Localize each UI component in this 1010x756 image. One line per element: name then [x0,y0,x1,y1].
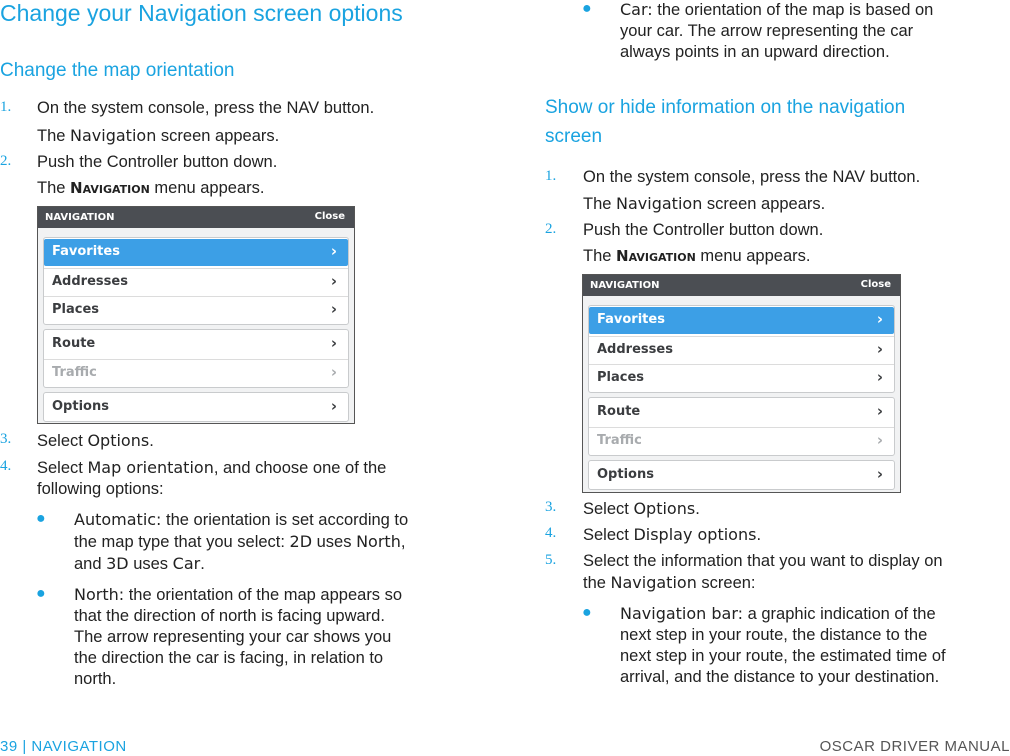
chevron-right-icon: › [330,397,337,415]
ui-term: Display options [633,525,757,544]
menu-item-options[interactable]: Options › [597,465,883,483]
nav-menu-title: NAVIGATION [45,212,115,223]
ui-term: Navigation bar: [620,604,744,623]
menu-group [588,305,895,393]
step-text: On the system console, press the NAV button. [583,168,921,186]
bullet-icon: ● [582,0,592,17]
ui-term: Navigation [616,247,696,265]
ui-term: Map orientation [87,458,214,477]
menu-item-route[interactable]: Route › [597,402,883,420]
step-text: Select the information that you want to display on the Navigation screen: [583,552,943,592]
menu-item-traffic[interactable]: Traffic › [589,427,894,454]
step-result: The Navigation screen appears. [37,126,280,145]
navigation-menu-screenshot [37,206,355,424]
ui-term: North: [74,585,125,604]
step-result: The Navigation screen appears. [583,194,826,213]
footer-page-label: 39 | NAVIGATION [0,738,127,755]
close-button[interactable]: Close [314,211,345,222]
section-heading: Change the map orientation [0,60,235,81]
ui-term: Navigation [616,194,703,213]
step-text: Push the Controller button down. [37,153,278,171]
bullet-navigation-bar: Navigation bar: a graphic indication of the next step in your route, the distance to the next step in your route, the estimated time of arrival, and the distance to your destination. [620,604,946,686]
step-text: Select Options. [37,431,154,450]
step-number: 2. [545,221,557,237]
menu-item-addresses[interactable]: Addresses › [589,336,894,363]
ui-term: Automatic: [74,510,162,529]
menu-group [588,397,895,456]
step-number: 1. [545,168,557,184]
chevron-right-icon: › [876,310,883,328]
menu-item-places[interactable]: Places › [44,296,348,323]
ui-term: Navigation [70,179,150,197]
bullet-icon: ● [36,585,46,602]
chevron-right-icon: › [330,334,337,352]
footer-manual-title: OSCAR DRIVER MANUAL [819,738,1010,755]
bullet-automatic: Automatic: the orientation is set according to the map type that you select: 2D uses North, and 3D uses Car. [74,510,409,573]
close-button[interactable]: Close [860,279,891,290]
menu-item-traffic[interactable]: Traffic › [44,359,348,386]
nav-menu-header [583,275,900,296]
menu-group [43,237,349,325]
chevron-right-icon: › [876,465,883,483]
chevron-right-icon: › [876,431,883,449]
bullet-north: North: the orientation of the map appears so that the direction of north is facing upward. The arrow representing your car shows you the direction the car is facing, in relation to north. [74,585,403,688]
page-title: Change your Navigation screen options [0,0,403,26]
bullet-icon: ● [36,510,46,527]
section-heading: Show or hide information on the navigation screen [545,97,906,147]
step-text: On the system console, press the NAV button. [37,99,375,117]
step-number: 4. [0,458,12,474]
menu-item-addresses[interactable]: Addresses › [44,268,348,295]
chevron-right-icon: › [876,402,883,420]
menu-item-options[interactable]: Options › [52,397,337,415]
step-number: 2. [0,153,12,169]
navigation-menu-screenshot [582,274,901,493]
ui-term: Options [87,431,150,450]
step-number: 1. [0,99,12,115]
ui-term: Navigation [70,126,157,145]
chevron-right-icon: › [330,272,337,290]
step-text: Select Map orientation, and choose one of the following options: [37,458,387,498]
nav-menu-title: NAVIGATION [590,280,660,291]
step-number: 3. [545,499,557,515]
step-text: Select Display options. [583,525,762,544]
menu-item-route[interactable]: Route › [52,334,337,352]
menu-group [43,329,349,388]
step-number: 5. [545,552,557,568]
menu-item-favorites[interactable]: Favorites › [589,307,894,334]
step-number: 3. [0,431,12,447]
chevron-right-icon: › [876,340,883,358]
chevron-right-icon: › [876,368,883,386]
ui-term: Options [633,499,696,518]
bullet-icon: ● [582,604,592,621]
menu-group [43,392,349,422]
step-result: The Navigation menu appears. [37,179,265,197]
step-text: Push the Controller button down. [583,221,824,239]
step-text: Select Options. [583,499,700,518]
bullet-car: Car: the orientation of the map is based on your car. The arrow representing the car always points in an upward direction. [620,0,934,61]
step-number: 4. [545,525,557,541]
ui-term: Car: [620,0,653,19]
chevron-right-icon: › [330,300,337,318]
chevron-right-icon: › [330,363,337,381]
chevron-right-icon: › [330,242,337,260]
menu-item-places[interactable]: Places › [589,364,894,391]
step-result: The Navigation menu appears. [583,247,811,265]
menu-item-favorites[interactable]: Favorites › [44,239,348,266]
nav-menu-header [38,207,354,228]
menu-group [588,460,895,490]
ui-term: Navigation [610,573,697,592]
